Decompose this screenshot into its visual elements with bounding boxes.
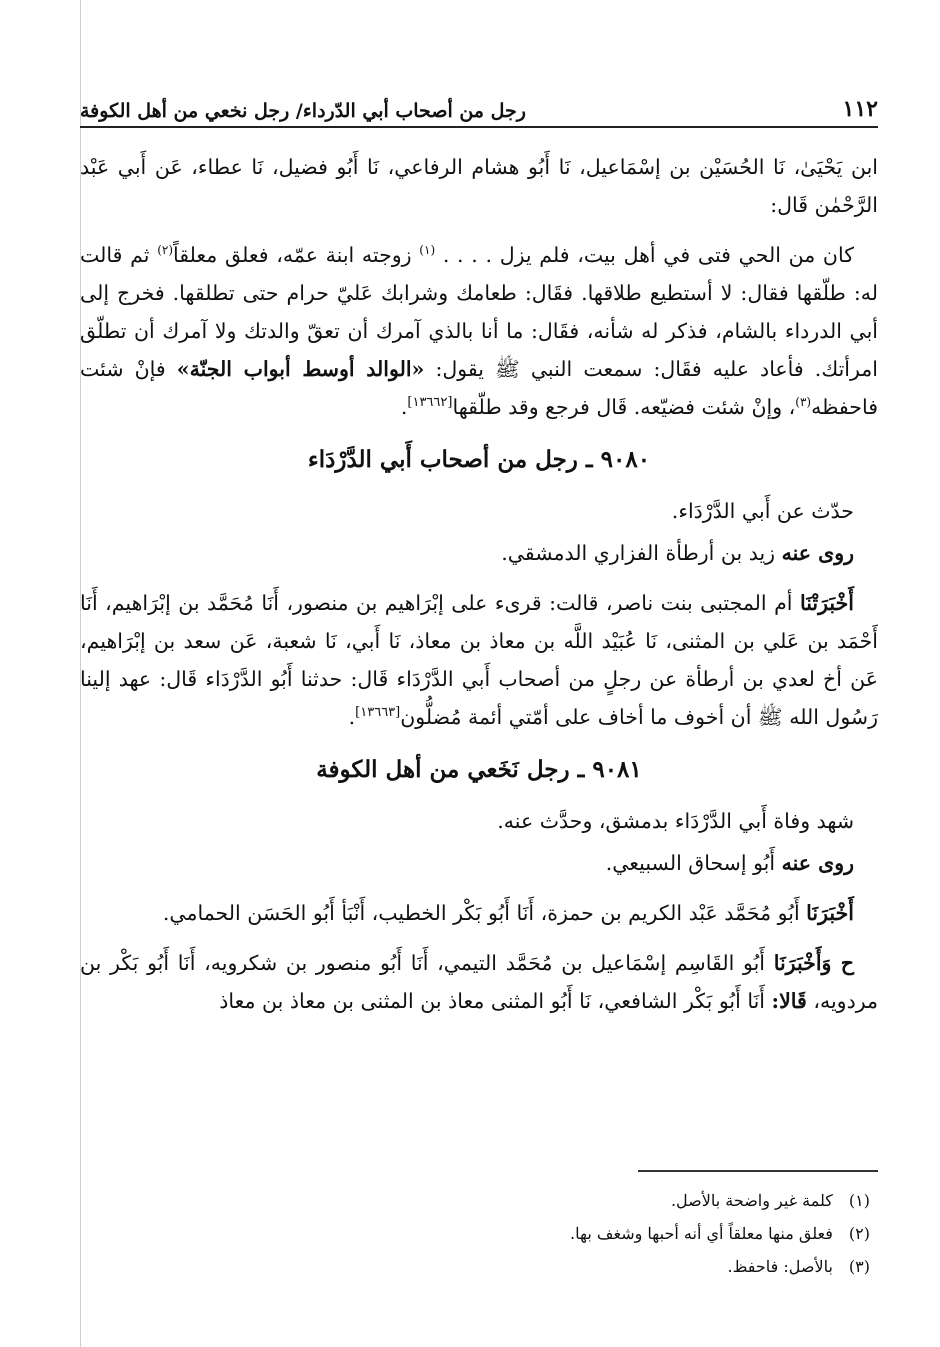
entry2-rawa <box>80 534 878 572</box>
akhbarana-label: أَخْبَرَتْنَا <box>799 591 854 615</box>
entry3-isnad-2-text: أَبُو القَاسِم إسْمَاعيل بن مُحَمَّد التيمي، أَنَا أَبُو منصور بن شكرويه، أَنَا أَبُو بَكْر بن مردويه، <box>80 951 878 1013</box>
running-title: رجل من أصحاب أبي الدّرداء/ رجل نخعي من أهل الكوفة <box>80 100 526 122</box>
story-part-c: ثم قالت له: طلّقها فقال: لا أستطيع طلاقها. فقَال: طعامك وشرابك عَليّ حرام حتى تطلقها. فخرج إلى أبي الدرداء بالشام، فذكر له شأنه، فقَال: ما أنا بالذي آمرك أن تعقّ والدتك ولا آمرك أن تطلّق امرأتك. فأعاد عليه فقَال: سمعت النبي ﷺ يقول: <box>80 243 878 381</box>
entry1-isnad <box>80 148 878 224</box>
footnote-marker-2: (٢) <box>157 243 174 258</box>
footnote-number: (٢) <box>848 1224 870 1243</box>
entry1-story <box>80 236 878 426</box>
entry3-isnad-3-text: أَنَا أَبُو بَكْر الشافعي، نَا أَبُو المثنى معاذ بن المثنى بن معاذ بن معاذ <box>219 989 765 1013</box>
page-number: ١١٢ <box>842 96 878 122</box>
footnote-rule <box>638 1170 878 1172</box>
entry2-line1: حدّث عن أَبي الدَّرْدَاء. <box>671 499 854 523</box>
footnote-text: فعلق منها معلقاً أي أنه أحبها وشغف بها. <box>570 1224 833 1243</box>
footnote-text: بالأصل: فاحفظ. <box>727 1257 833 1276</box>
qala-label: قَالا: <box>771 989 807 1013</box>
hadith-quote: «الوالد أوسط أبواب الجنّة» <box>176 357 425 381</box>
entry3-isnad-1 <box>80 894 878 932</box>
footnote-text: كلمة غير واضحة بالأصل. <box>670 1191 833 1210</box>
story-end: . <box>400 395 408 419</box>
story-part-d: فإنْ شئت فاحفظه <box>80 357 878 419</box>
footnote-1 <box>80 1184 870 1217</box>
rawa-label: روى عنه <box>781 541 854 565</box>
entry3-rawa <box>80 844 878 882</box>
footnote-marker-1: (١) <box>419 243 436 258</box>
rawa-label: روى عنه <box>781 851 854 875</box>
entry2-isnad <box>80 584 878 736</box>
footnote-number: (١) <box>848 1191 870 1210</box>
footnote-number: (٣) <box>848 1257 870 1276</box>
footnote-3 <box>80 1250 870 1283</box>
story-part-e: ، وإنْ شئت فضيّعه. قَال فرجع وقد طلّقها <box>452 395 796 419</box>
entry3-heading: ٩٠٨١ ـ رجل نَخَعي من أهل الكوفة <box>316 756 642 783</box>
story-part-a: كان من الحي فتى في أهل بيت، فلم يزل . . . . <box>442 243 854 267</box>
entry2-end: . <box>348 705 356 729</box>
header-rule <box>80 126 878 128</box>
page-header <box>80 82 878 122</box>
entry3-line1: شهد وفاة أَبي الدَّرْدَاء بدمشق، وحدَّث عنه. <box>497 809 854 833</box>
story-part-b: زوجته ابنة عمّه، فعلق معلقاً <box>173 243 412 267</box>
footnotes <box>80 1184 870 1283</box>
main-text <box>80 148 878 1032</box>
entry2-heading: ٩٠٨٠ ـ رجل من أصحاب أَبي الدَّرْدَاء <box>307 446 651 473</box>
akhbarana-label: أَخْبَرَنَا <box>806 901 854 925</box>
entry1-isnad-text: ابن يَحْيَىٰ، نَا الحُسَيْن بن إسْمَاعيل، نَا أَبُو هشام الرفاعي، نَا أَبُو فضيل، نَا عطاء، عَن أَبي عَبْد الرَّحْمٰن قَال: <box>80 155 878 217</box>
hadith-ref-number: [١٣٦٦٣] <box>355 705 401 721</box>
footnote-2 <box>80 1217 870 1250</box>
footnote-marker-3: (٣) <box>795 395 812 410</box>
entry2-isnad-text: أم المجتبى بنت ناصر، قالت: قرىء على إبْرَاهيم بن منصور، أَنَا مُحَمَّد بن إبْرَاهيم، أَنَا أَحْمَد بن عَلي بن المثنى، نَا عُبَيْد اللَّه بن معاذ بن معاذ، نَا أَبي، نَا شعبة، عَن سعد بن إبْرَاهيم، عَن أخ لعدي بن أرطأة عن رجلٍ من أصحاب أَبي الدَّرْدَاء قَال: حدثنا أَبُو الدَّرْدَاء قَال: عهد إلينا رَسُول الله ﷺ أن أخوف ما أخاف على أمّتي أئمة مُضلُّون <box>80 591 878 729</box>
entry3-isnad-1-text: أَبُو مُحَمَّد عَبْد الكريم بن حمزة، أَنَا أَبُو بَكْر الخطيب، أَنْبَأ أَبُو الحَسَن الحمامي. <box>162 901 800 925</box>
entry3-isnad-2 <box>80 944 878 1020</box>
hadith-ref-number: [١٣٦٦٢] <box>407 395 453 411</box>
rawa-text: أَبُو إسحاق السبيعي. <box>605 851 776 875</box>
rawa-text: زيد بن أرطأة الفزاري الدمشقي. <box>501 541 776 565</box>
ha-akhbarana-label: ح وَأَخْبَرَنَا <box>773 951 854 975</box>
